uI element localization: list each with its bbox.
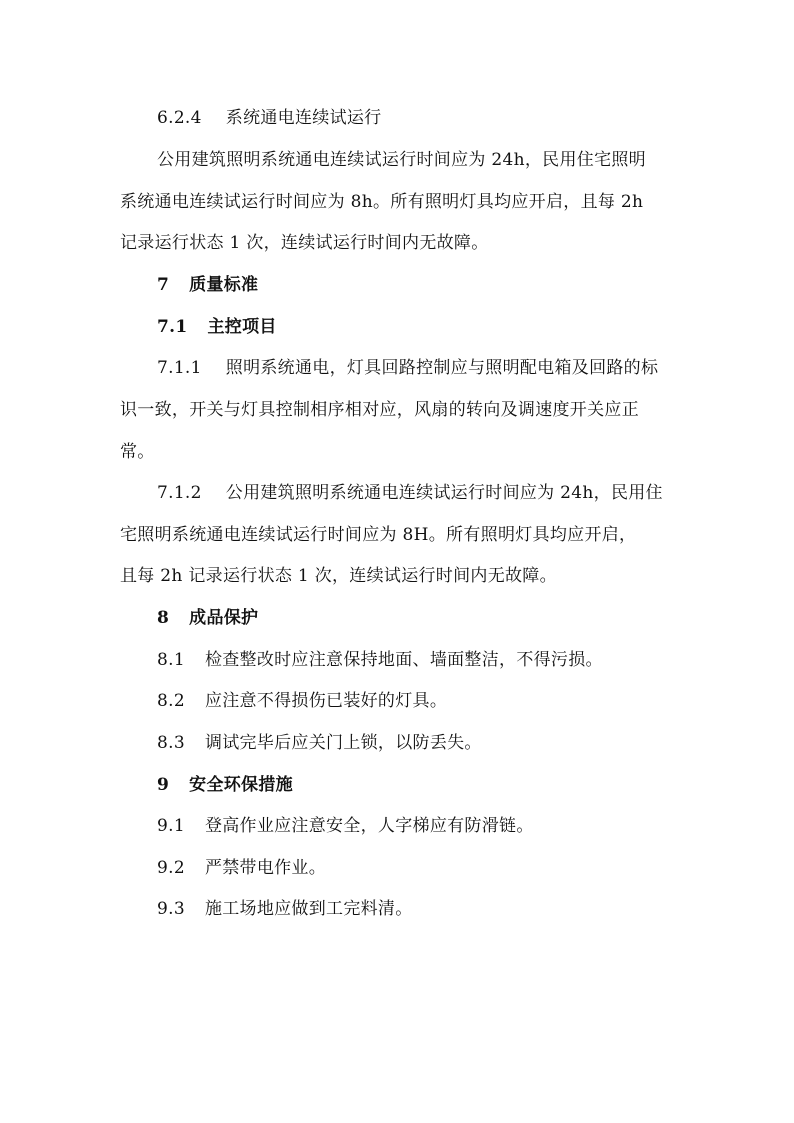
section-number: 9.3 [157, 899, 185, 919]
clause-9-3 [157, 897, 413, 921]
clause-8-2 [157, 689, 447, 713]
section-number: 9 [157, 775, 170, 795]
clause-7-1-2 [157, 481, 663, 505]
section-number: 8.1 [157, 650, 185, 670]
paragraph-line: 公用建筑照明系统通电连续试运行时间应为 24h，民用住 [225, 483, 663, 503]
clause-text: 登高作业应注意安全，人字梯应有防滑链。 [204, 816, 534, 836]
section-title: 主控项目 [207, 317, 277, 337]
heading-7 [157, 273, 258, 297]
clause-7-1-1 [157, 356, 658, 380]
paragraph-line: 系统通电连续试运行时间应为 8h。所有照明灯具均应开启，且每 2h [120, 192, 644, 212]
heading-9 [157, 773, 293, 797]
section-number: 8 [157, 608, 170, 628]
section-number: 8.2 [157, 691, 185, 711]
clause-text: 施工场地应做到工完料清。 [204, 899, 413, 919]
clause-8-3 [157, 731, 482, 755]
clause-text: 应注意不得损伤已装好的灯具。 [204, 691, 448, 711]
section-number: 9.2 [157, 858, 185, 878]
clause-8-1 [157, 648, 603, 672]
heading-7-1 [157, 315, 277, 339]
section-title: 安全环保措施 [189, 775, 293, 795]
section-title: 质量标准 [189, 275, 259, 295]
paragraph-line: 记录运行状态 1 次，连续试运行时间内无故障。 [120, 233, 489, 253]
paragraph-line: 宅照明系统通电连续试运行时间应为 8H。所有照明灯具均应开启， [120, 525, 637, 545]
section-number: 6.2.4 [157, 108, 202, 128]
clause-text: 调试完毕后应关门上锁，以防丢失。 [204, 733, 482, 753]
section-number: 7.1.2 [157, 483, 202, 503]
section-title: 成品保护 [189, 608, 259, 628]
paragraph-line: 照明系统通电，灯具回路控制应与照明配电箱及回路的标 [225, 358, 659, 378]
paragraph-line: 公用建筑照明系统通电连续试运行时间应为 24h，民用住宅照明 [157, 150, 646, 170]
heading-8 [157, 606, 258, 630]
section-number: 7.1.1 [157, 358, 202, 378]
clause-text: 检查整改时应注意保持地面、墙面整洁，不得污损。 [204, 650, 603, 670]
section-number: 7 [157, 275, 170, 295]
paragraph-line: 且每 2h 记录运行状态 1 次，连续试运行时间内无故障。 [120, 566, 557, 586]
clause-text: 严禁带电作业。 [204, 858, 327, 878]
paragraph-line: 常。 [120, 442, 155, 462]
section-title: 系统通电连续试运行 [225, 108, 382, 128]
heading-6-2-4 [157, 106, 381, 130]
section-number: 7.1 [157, 317, 188, 337]
paragraph-line: 识一致，开关与灯具控制相序相对应，风扇的转向及调速度开关应正 [120, 400, 639, 420]
clause-9-1 [157, 814, 534, 838]
section-number: 8.3 [157, 733, 185, 753]
clause-9-2 [157, 856, 326, 880]
section-number: 9.1 [157, 816, 185, 836]
